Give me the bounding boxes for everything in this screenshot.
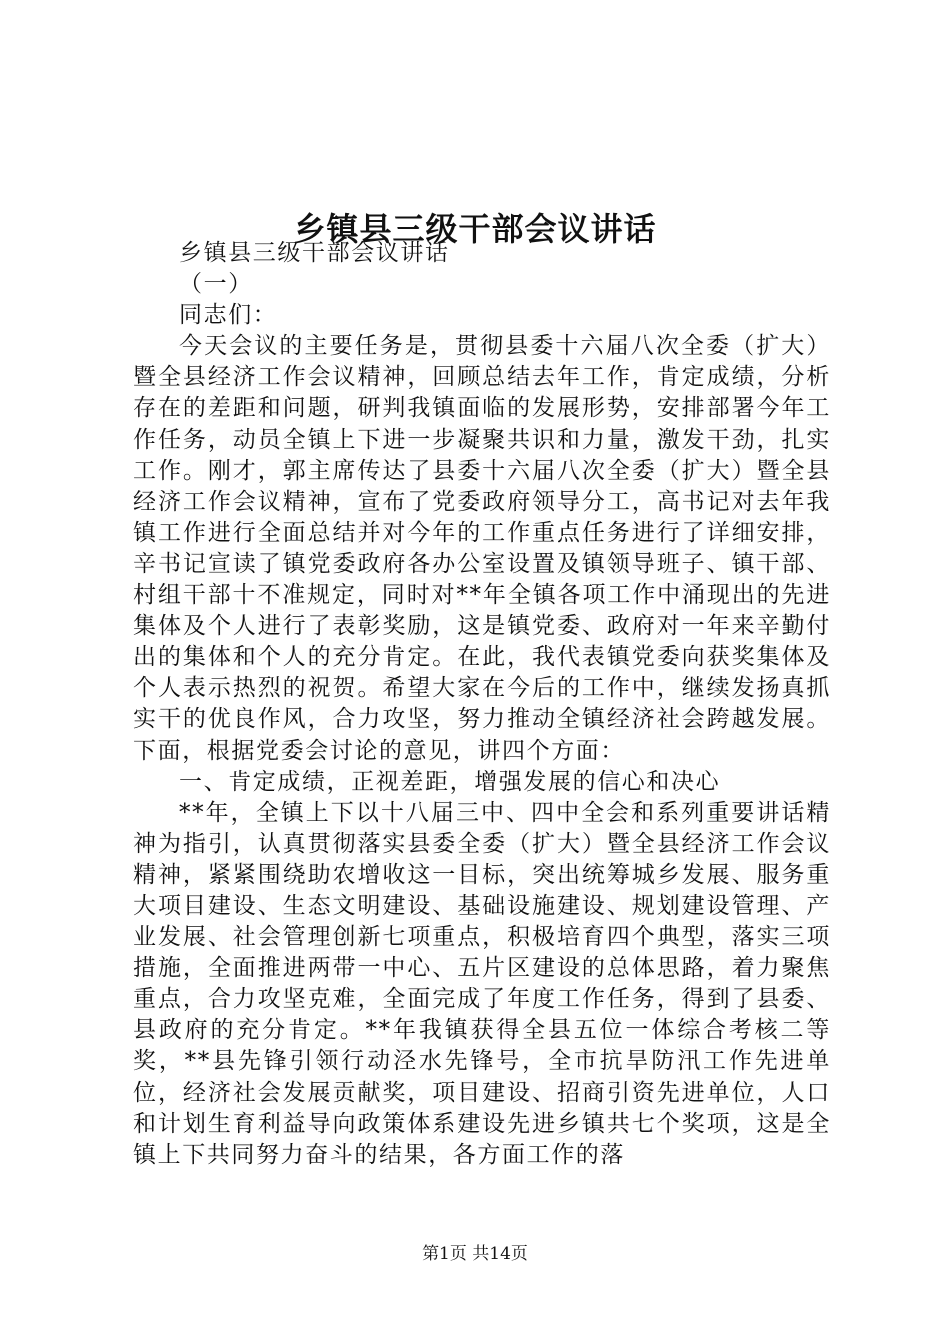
section-heading: 一、肯定成绩，正视差距，增强发展的信心和决心	[179, 768, 721, 795]
section-number-paragraph: （一）	[179, 271, 253, 298]
document-title: 乡镇县三级干部会议讲话	[293, 210, 657, 249]
subtitle-paragraph: 乡镇县三级干部会议讲话	[179, 240, 450, 266]
body-paragraph: 今天会议的主要任务是，贯彻县委十六届八次全委（扩大）暨全县经济工作会议精神，回顾总结去年工作，肯定成绩，分析存在的差距和问题，研判我镇面临的发展形势，安排部署今年工作任务，动员全镇上下进一步凝聚共识和力量，激发干劲，扎实工作。刚才，郭主席传达了县委十六届八次全委（扩大）暨全县经济工作会议精神，宣布了党委政府领导分工，高书记对去年我镇工作进行全面总结并对今年的工作重点任务进行了详细安排，辛书记宣读了镇党委政府各办公室设置及镇领导班子、镇干部、村组干部十不准规定，同时对**年全镇各项工作中涌现出的先进集体及个人进行了表彰奖励，这是镇党委、政府对一年来辛勤付出的集体和个人的充分肯定。在此，我代表镇党委向获奖集体及个人表示热烈的祝贺。希望大家在今后的工作中，继续发扬真抓实干的优良作风，合力攻坚，努力推动全镇经济社会跨越发展。下面，根据党委会讨论的意见，讲四个方面：	[133, 333, 831, 764]
page-footer: 第1页 共14页	[422, 1244, 528, 1264]
body-paragraph: **年，全镇上下以十八届三中、四中全会和系列重要讲话精神为指引，认真贯彻落实县委全委（扩大）暨全县经济工作会议精神，紧紧围绕助农增收这一目标，突出统筹城乡发展、服务重大项目建设、生态文明建设、基础设施建设、规划建设管理、产业发展、社会管理创新七项重点，积极培育四个典型，落实三项措施，全面推进两带一中心、五片区建设的总体思路，着力聚焦重点，合力攻坚克难，全面完成了年度工作任务，得到了县委、县政府的充分肯定。**年我镇获得全县五位一体综合考核二等奖，**县先锋引领行动泾水先锋号，全市抗旱防汛工作先进单位，经济社会发展贡献奖，项目建设、招商引资先进单位，人口和计划生育利益导向政策体系建设先进乡镇共七个奖项，这是全镇上下共同努力奋斗的结果，各方面工作的落	[133, 799, 831, 1168]
document-body	[133, 238, 831, 1171]
salutation-paragraph: 同志们：	[179, 302, 278, 329]
